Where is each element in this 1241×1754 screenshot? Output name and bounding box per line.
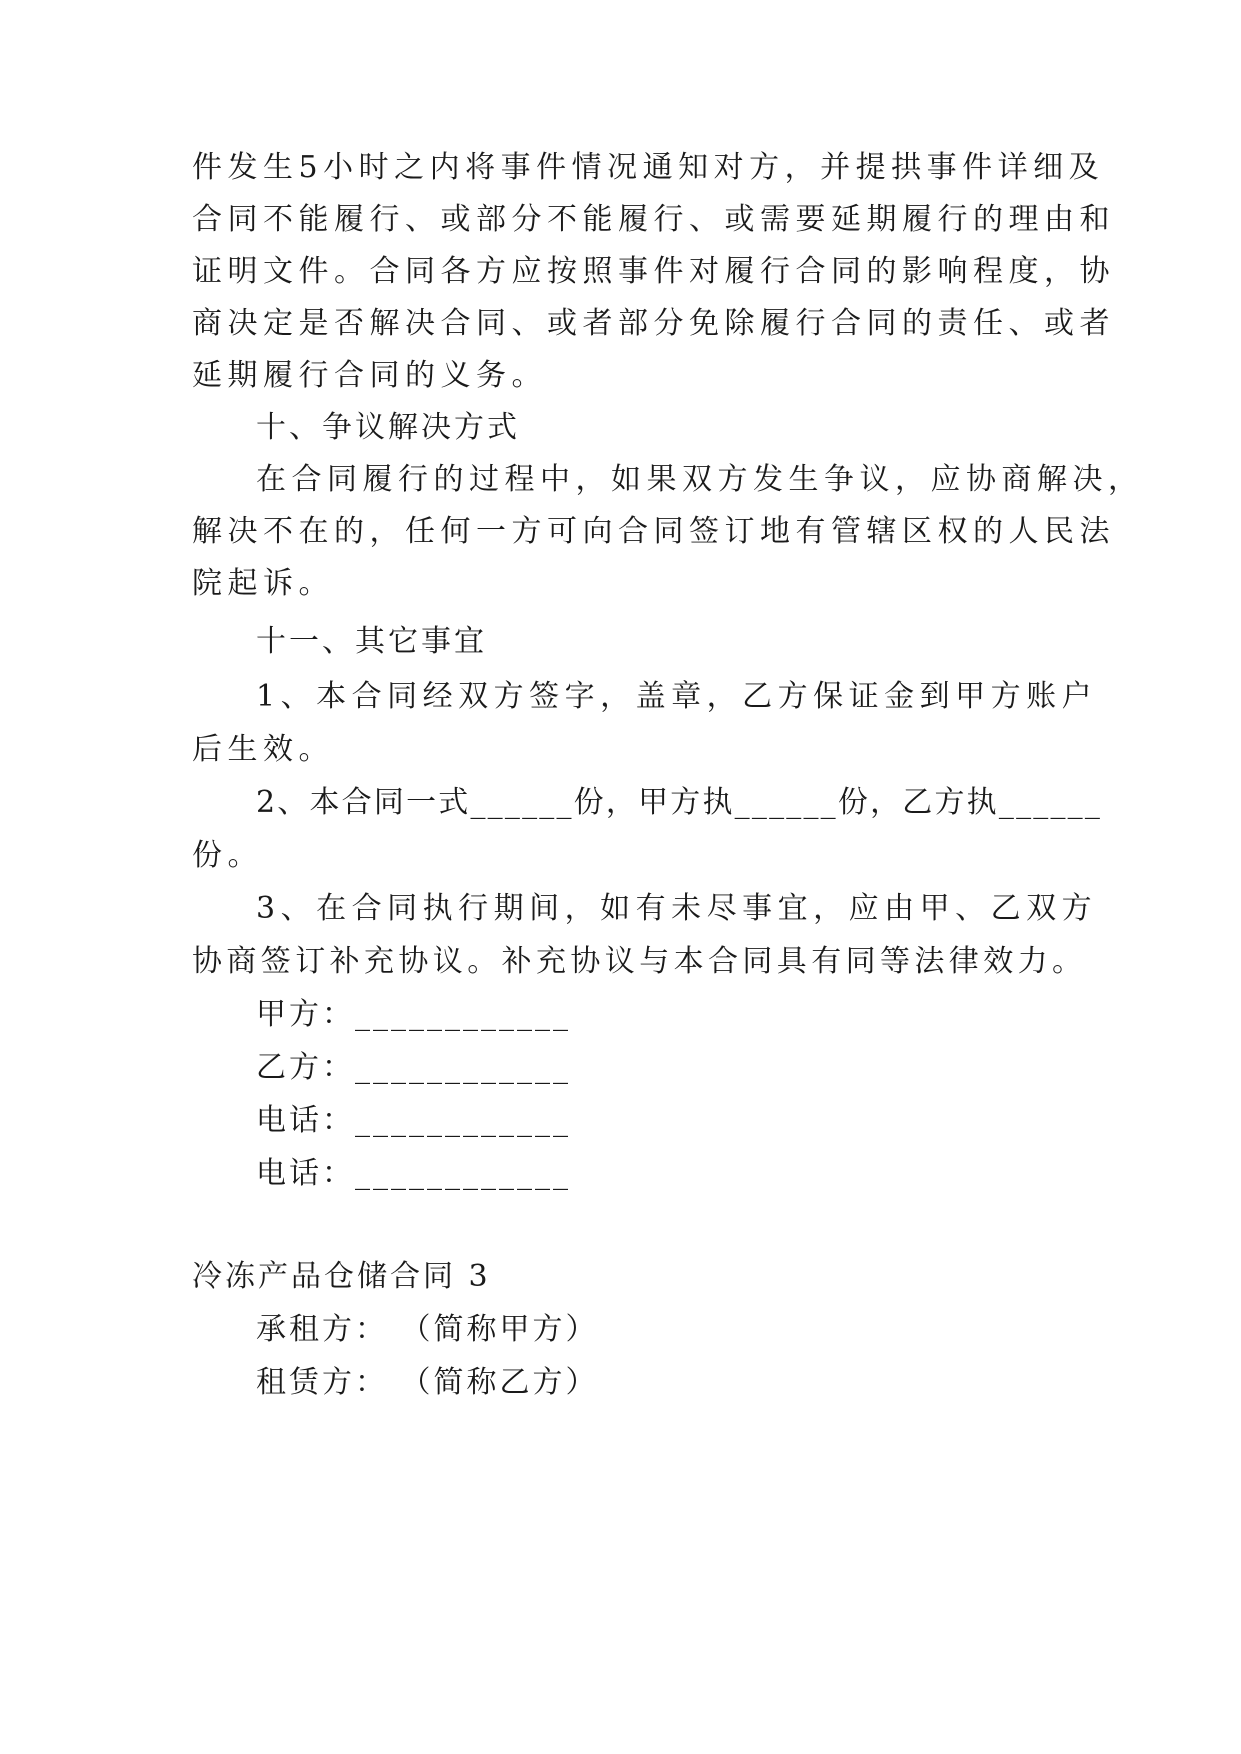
signature-party-a: 甲方：____________ <box>256 997 571 1032</box>
clause9-line-5: 延期履行合同的义务。 <box>192 358 547 393</box>
section11-heading: 十一、其它事宜 <box>256 624 487 659</box>
section10-heading: 十、争议解决方式 <box>256 410 520 445</box>
clause9-line-4: 商决定是否解决合同、或者部分免除履行合同的责任、或者 <box>192 306 1115 341</box>
section11-item3-line-2: 协商签订补充协议。补充协议与本合同具有同等法律效力。 <box>192 944 1087 979</box>
next-contract-lessee: 承租方： （简称甲方） <box>256 1312 599 1347</box>
clause9-line-2: 合同不能履行、或部分不能履行、或需要延期履行的理由和 <box>192 202 1115 237</box>
section11-item3-line-1: 3、在合同执行期间，如有未尽事宜，应由甲、乙双方 <box>256 891 1098 926</box>
signature-phone-b: 电话：____________ <box>256 1156 571 1191</box>
section11-item1-line-2: 后生效。 <box>192 732 334 767</box>
section10-line-1: 在合同履行的过程中，如果双方发生争议，应协商解决， <box>256 462 1144 497</box>
section11-item2-line-1: 2、本合同一式______份，甲方执______份，乙方执______ <box>256 785 1103 820</box>
section10-line-3: 院起诉。 <box>192 566 334 601</box>
signature-party-b: 乙方：____________ <box>256 1050 571 1085</box>
next-contract-title: 冷冻产品仓储合同 3 <box>192 1259 491 1294</box>
signature-phone-a: 电话：____________ <box>256 1103 571 1138</box>
clause9-line-1: 件发生5小时之内将事件情况通知对方，并提拱事件详细及 <box>192 150 1105 185</box>
section11-item1-line-1: 1、本合同经双方签字，盖章，乙方保证金到甲方账户 <box>256 679 1098 714</box>
clause9-line-3: 证明文件。合同各方应按照事件对履行合同的影响程度，协 <box>192 254 1115 289</box>
section10-line-2: 解决不在的，任何一方可向合同签订地有管辖区权的人民法 <box>192 514 1115 549</box>
section11-item2-line-2: 份。 <box>192 838 263 873</box>
next-contract-lessor: 租赁方： （简称乙方） <box>256 1365 599 1400</box>
